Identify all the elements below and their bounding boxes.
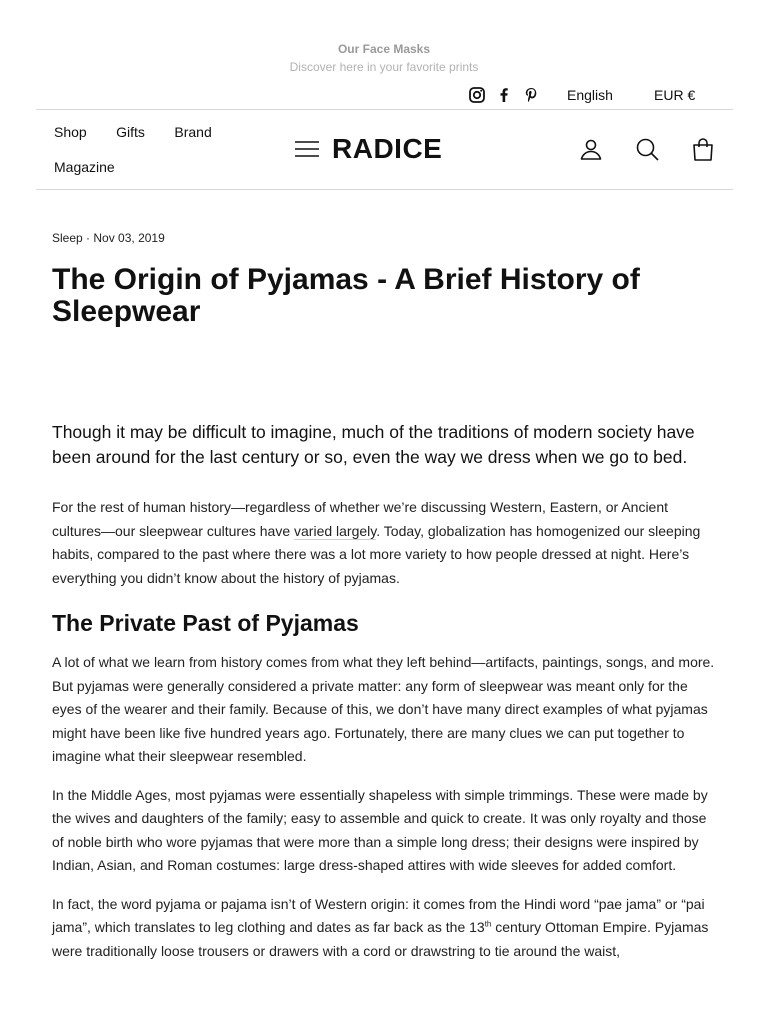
article-meta (52, 230, 720, 246)
article (52, 230, 720, 963)
header-icons (579, 137, 715, 161)
announcement-subtitle[interactable]: Discover here in your favorite prints (289, 60, 479, 74)
cart-icon[interactable] (691, 137, 715, 161)
announcement-bar[interactable] (0, 0, 768, 77)
ordinal-suffix: th (484, 919, 492, 929)
language-selector[interactable]: English (567, 87, 613, 103)
article-category[interactable]: Sleep (52, 231, 83, 245)
announcement-title[interactable]: Our Face Masks (337, 42, 431, 56)
facebook-icon[interactable] (495, 86, 513, 104)
pinterest-icon[interactable] (522, 86, 540, 104)
article-paragraph-1 (52, 496, 720, 590)
paragraph-4-text-b: century Ottoman Empire. Pyjamas were traditionally loose trousers or drawers with a cord or drawstring to tie around the waist, (52, 919, 709, 959)
brand (294, 132, 442, 166)
account-icon[interactable] (579, 137, 603, 161)
social-links (468, 86, 540, 104)
paragraph-1-text-b: . Today, globalization has homogenized our sleeping habits, compared to the past where there was a lot more variety to how people dressed at night. Here’s everything you didn’t know about the history of pyjamas. (52, 522, 701, 586)
article-date: Nov 03, 2019 (93, 231, 165, 245)
article-title: The Origin of Pyjamas - A Brief History of Sleepwear (52, 263, 640, 328)
currency-selector[interactable]: EUR € (654, 87, 696, 103)
menu-icon[interactable] (294, 139, 320, 159)
header-divider-bottom (36, 189, 733, 190)
main-nav (54, 124, 254, 177)
site-header (36, 110, 733, 189)
nav-item-gifts[interactable]: Gifts (116, 124, 145, 140)
nav-item-brand[interactable]: Brand (174, 124, 212, 140)
meta-separator: · (82, 231, 94, 245)
nav-item-shop[interactable]: Shop (54, 124, 87, 140)
nav-item-magazine[interactable]: Magazine (54, 159, 115, 175)
article-paragraph-4 (52, 893, 720, 964)
varied-largely-link[interactable]: varied largely (294, 522, 377, 539)
section-heading: The Private Past of Pyjamas (52, 610, 359, 636)
paragraph-4-text-a: In fact, the word pyjama or pajama isn’t of Western origin: it comes from the Hindi word “pae jama” or “pai jama”, which translates to leg clothing and dates as far back as the 13 (52, 895, 705, 935)
search-icon[interactable] (635, 137, 659, 161)
article-lead: Though it may be difficult to imagine, much of the traditions of modern society have been around for the last century or so, even the way we dress when we go to bed. (52, 422, 695, 467)
utility-bar (0, 86, 768, 106)
paragraph-1-text-a: For the rest of human history—regardless of whether we’re discussing Western, Eastern, or Ancient cultures—our sleepwear cultures have (52, 499, 669, 539)
article-paragraph-2: A lot of what we learn from history comes from what they left behind—artifacts, paintings, songs, and more. But pyjamas were generally considered a private matter: any form of sleepwear was meant only for the eyes of the wearer and their family. Because of this, we don’t have many direct examples of what pyjamas might have been like five hundred years ago. Fortunately, there are many clues we can put together to imagine what their sleepwear resembled. (52, 654, 715, 764)
article-paragraph-3: In the Middle Ages, most pyjamas were essentially shapeless with simple trimmings. These were made by the wives and daughters of the family; easy to assemble and quick to create. It was only royalty and those of noble birth who wore pyjamas that were more than a simple long dress; their designs were inspired by Indian, Asian, and Roman costumes: large dress-shaped attires with wide sleeves for added comfort. (52, 786, 708, 873)
instagram-icon[interactable] (468, 86, 486, 104)
site-logo[interactable]: RADICE (332, 133, 443, 164)
